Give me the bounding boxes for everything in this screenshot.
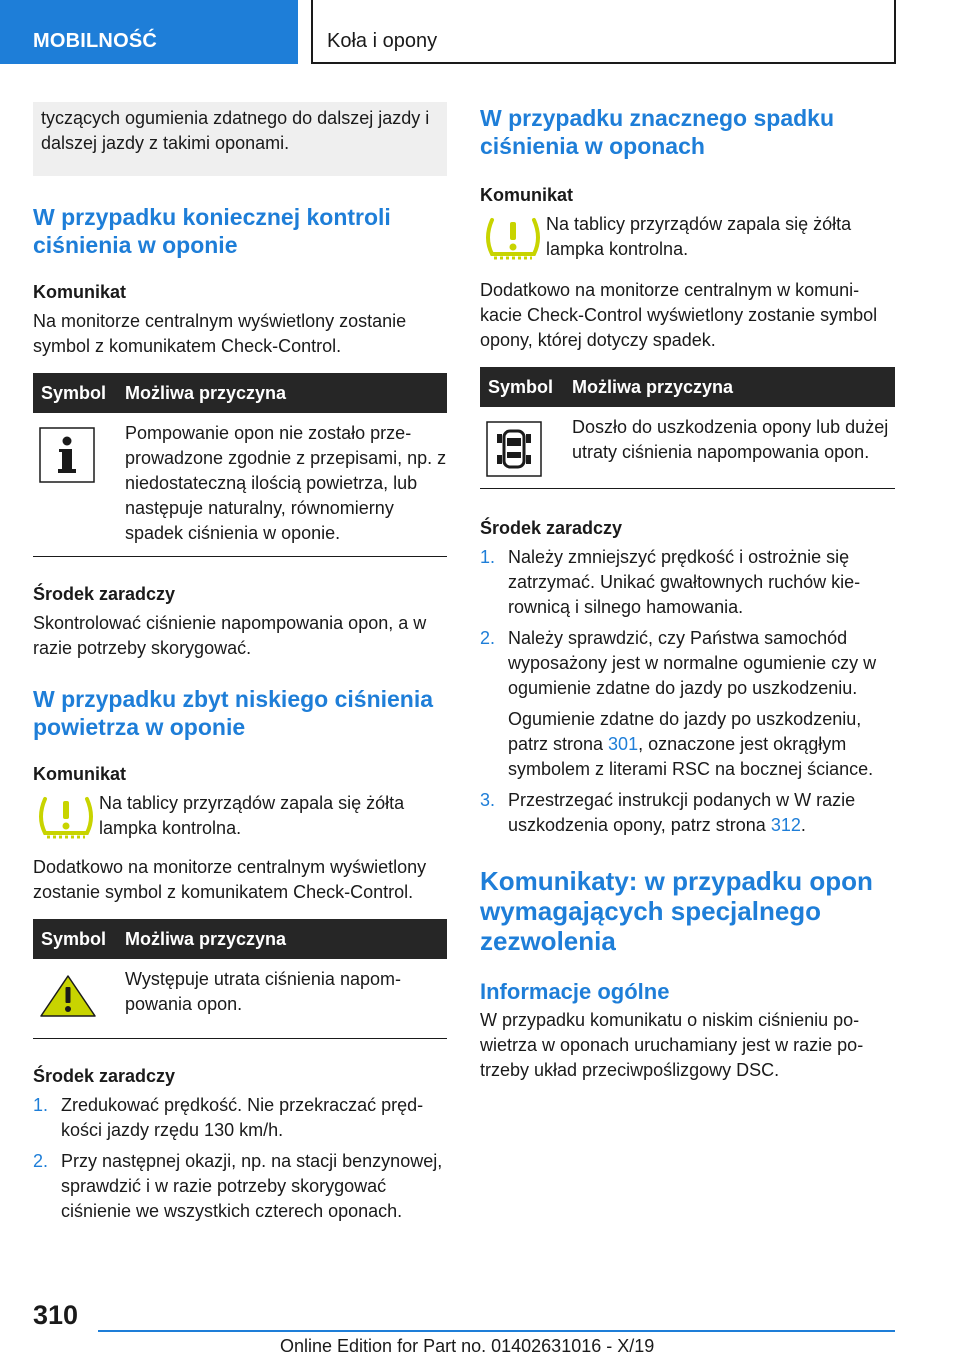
table-header-cause: Możliwa przyczyna xyxy=(572,376,734,397)
step-text: Przy następnej okazji, np. na stacji benzynowej, sprawdzić i w razie potrzeby skorygować ciśnienie we wszystkich czterech oponach. xyxy=(61,1151,443,1221)
table-row xyxy=(33,959,447,1039)
general-info-text: W przypadku komunikatu o niskim ciśnieniu powietrza w oponach uruchamiany jest w razie potrzeby układ przeciwpoślizgowy DSC. xyxy=(480,1010,864,1080)
section-heading-low-pressure: W przypadku zbyt niskiego ciśnienia powietrza w oponie xyxy=(33,686,434,740)
step-text: Zredukować prędkość. Nie przekraczać prędkości jazdy rzędu 130 km/h. xyxy=(61,1095,424,1140)
note-text: tyczących ogumienia zdatnego do dalszej jazdy i dalszej jazdy z takimi oponami. xyxy=(41,108,430,153)
table-cell-cause: Doszło do uszkodzenia opony lub dużej utraty ciśnienia napompowania opon. xyxy=(572,417,889,462)
table-cell-cause: Występuje utrata ciśnienia napompowania opon. xyxy=(125,969,401,1014)
table-header xyxy=(480,367,895,407)
lamp-text: Na tablicy przyrządów zapala się żółta lampka kontrolna. xyxy=(99,793,405,838)
table-header-symbol: Symbol xyxy=(41,382,107,403)
step-number: 2. xyxy=(33,1151,49,1171)
table-header-cause: Możliwa przyczyna xyxy=(125,928,287,949)
section-tab xyxy=(0,0,298,64)
chapter-box xyxy=(311,0,896,64)
footer-divider xyxy=(98,1330,895,1332)
page-link-301[interactable]: 301 xyxy=(608,734,639,754)
right-column xyxy=(480,102,895,1083)
subsection-heading-general: Informacje ogólne xyxy=(480,979,670,1004)
table-header-cause: Możliwa przyczyna xyxy=(125,382,287,403)
step-body xyxy=(508,626,895,782)
left-column xyxy=(33,102,447,1224)
message-text: Dodatkowo na monitorze centralnym w komunikacie Check-Control wyświetlony zostanie symbol opony, której dotyczy spadek. xyxy=(480,280,878,350)
step-text: Należy zmniejszyć prędkość i ostrożnie się zatrzymać. Unikać gwałtownych ruchów kierownicą i silnego hamowania. xyxy=(508,547,861,617)
list-item xyxy=(33,1093,447,1143)
step-body xyxy=(508,788,895,838)
list-item xyxy=(480,626,895,782)
section-heading-check-pressure: W przypadku koniecznej kontroli ciśnienia w oponie xyxy=(33,204,391,258)
chapter-title: Koła i opony xyxy=(327,30,438,52)
step-extra-text: Ogumienie zdatne do jazdy po uszkodzeniu, patrz strona xyxy=(508,709,862,754)
page-link-312[interactable]: 312 xyxy=(770,815,801,835)
section-heading-special-approval: Komunikaty: w przypadku opon wymagających specjalnego zezwolenia xyxy=(480,866,873,956)
remedy-steps xyxy=(33,1093,447,1224)
table-cell-cause: Pompowanie opon nie zostało przeprowadzone zgodnie z przepisami, np. z niedostateczną ilością powietrza, lub następuje naturalny, równomierny spadek ciśnienia w oponie. xyxy=(125,423,447,543)
remedy-label: Środek zaradczy xyxy=(33,584,176,604)
remedy-label: Środek zaradczy xyxy=(480,518,623,538)
section-heading-significant-drop: W przypadku znacznego spadku ciśnienia w oponach xyxy=(480,105,834,159)
tire-pressure-lamp-icon xyxy=(33,791,99,843)
edition-text: Online Edition for Part no. 01402631016 - X/19 xyxy=(280,1336,655,1356)
step-number: 1. xyxy=(480,547,496,567)
remedy-text: Skontrolować ciśnienie napompowania opon, a w razie potrzeby skorygować. xyxy=(33,613,427,658)
table-row xyxy=(33,413,447,557)
table-row xyxy=(480,407,895,489)
message-label: Komunikat xyxy=(33,282,127,302)
step-number: 1. xyxy=(33,1095,49,1115)
message-text: Dodatkowo na monitorze centralnym wyświetlony zostanie symbol z komunikatem Check-Control. xyxy=(33,857,427,902)
lamp-text: Na tablicy przyrządów zapala się żółta lampka kontrolna. xyxy=(546,214,852,259)
message-text: Na monitorze centralnym wyświetlony zostanie symbol z komunikatem Check-Control. xyxy=(33,311,407,356)
step-text: Przestrzegać instrukcji podanych w W razie uszkodzenia opony, patrz strona xyxy=(508,790,856,835)
step-text: . xyxy=(800,815,806,835)
warning-lamp-row xyxy=(33,791,447,843)
table-header xyxy=(33,373,447,413)
list-item xyxy=(480,545,895,620)
warning-lamp-row xyxy=(480,212,895,264)
info-icon xyxy=(33,421,125,546)
message-label: Komunikat xyxy=(33,764,127,784)
page-number: 310 xyxy=(33,1300,79,1330)
list-item xyxy=(480,788,895,838)
step-extra-text: , oznaczone jest okrągłym symbolem z literami RSC na bocznej ściance. xyxy=(508,734,874,779)
table-header-symbol: Symbol xyxy=(488,376,554,397)
table-header-symbol: Symbol xyxy=(41,928,107,949)
tire-pressure-lamp-icon xyxy=(480,212,546,264)
step-number: 2. xyxy=(480,628,496,648)
car-tire-icon xyxy=(480,415,572,482)
warning-triangle-icon xyxy=(33,967,125,1024)
message-label: Komunikat xyxy=(480,185,574,205)
step-extra xyxy=(508,707,895,782)
step-text: Należy sprawdzić, czy Państwa samochód wyposażony jest w normalne ogumienie czy w ogumienie zdatne do jazdy po uszkodzeniu. xyxy=(508,628,877,698)
remedy-label: Środek zaradczy xyxy=(33,1066,176,1086)
table-header xyxy=(33,919,447,959)
section-title: MOBILNOŚĆ xyxy=(33,30,158,52)
list-item xyxy=(33,1149,447,1224)
step-number: 3. xyxy=(480,790,496,810)
remedy-steps xyxy=(480,545,895,838)
note-box xyxy=(33,102,447,176)
